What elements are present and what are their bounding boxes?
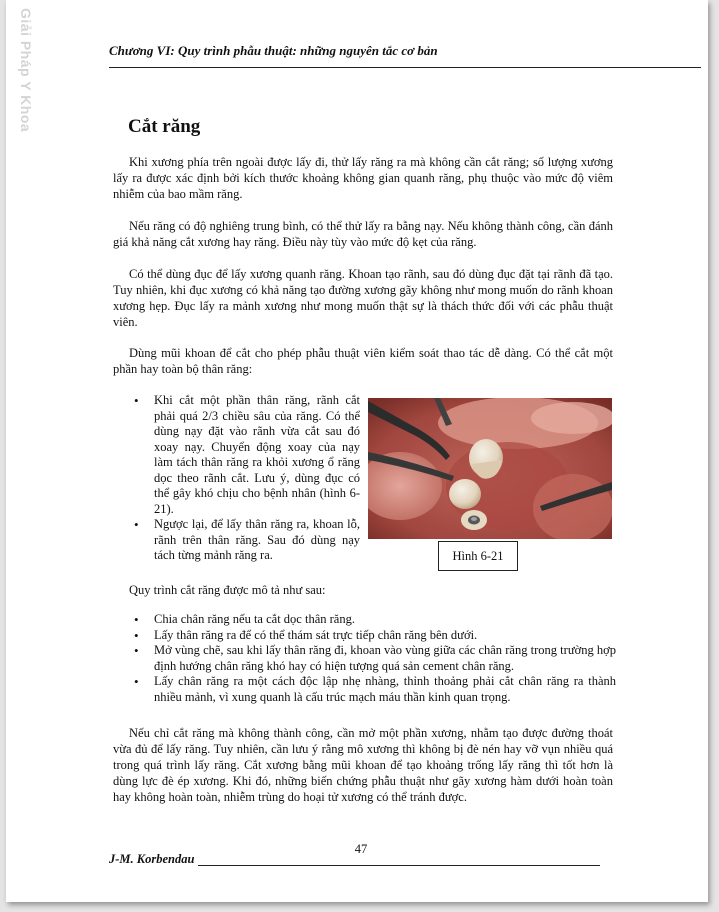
procedure-list	[131, 612, 616, 705]
footer-rule	[198, 865, 600, 866]
paragraph-2: Nếu răng có độ nghiêng trung bình, có thể thử lấy ra bằng nạy. Nếu không thành công, cần đánh giá khả năng cắt xương hay răng. Điều này tùy vào mức độ kẹt của răng.	[113, 219, 613, 249]
closing-paragraph: Nếu chỉ cắt răng mà không thành công, cần mở một phần xương, nhằm tạo được đường thoát vừa đủ để lấy răng. Tuy nhiên, cần lưu ý rằng mô xương thì không bị đè nén hay vỡ vụn nhiều quá trong quá trình lấy răng. Cắt xương bằng mũi khoan để tạo khoảng trống lấy răng thì tốt hơn là dùng lực đè ép xương. Khi đó, những biến chứng phẫu thuật như gãy xương hàm dưới hoàn toàn hay không hoàn toàn, nhiễm trùng do hoại tử xương có thể tránh được.	[113, 726, 613, 804]
list-item: • Mở vùng chẽ, sau khi lấy thân răng đi, khoan vào vùng giữa các chân răng trong trường hợp định hướng chân răng khó hay có hiện tượng quá sản cement chân răng.	[131, 643, 616, 674]
procedure-intro: Quy trình cắt răng được mô tả như sau:	[129, 583, 326, 597]
crown-cutting-list	[131, 393, 360, 564]
paragraph-4: Dùng mũi khoan để cắt cho phép phẫu thuật viên kiểm soát thao tác dễ dàng. Có thể cắt một phần hay toàn bộ thân răng:	[113, 346, 613, 376]
list-item: • Chia chân răng nếu ta cắt dọc thân răng.	[131, 612, 616, 628]
footer-author: J-M. Korbendau	[109, 852, 195, 866]
watermark: Giải Pháp Y Khoa	[18, 8, 34, 133]
list-item: • Lấy thân răng ra để có thể thám sát trực tiếp chân răng bên dưới.	[131, 628, 616, 644]
section-title: Cắt răng	[128, 116, 201, 137]
surgical-photo	[368, 398, 612, 539]
surgical-photo-figure	[368, 398, 612, 539]
header-rule	[109, 67, 701, 68]
figure-caption: Hình 6-21	[438, 541, 518, 571]
paragraph-3: Có thể dùng đục để lấy xương quanh răng. Khoan tạo rãnh, sau đó dùng đục đặt tại rãnh đã tạo. Tuy nhiên, khi đục xương có khả năng tạo đường xương gãy không như mong muốn do rãnh khoan xương hẹp. Đục lấy ra mảnh xương như mong muốn thật sự là thách thức đối với các phẫu thuật viên.	[113, 267, 613, 329]
paragraph-1: Khi xương phía trên ngoài được lấy đi, thử lấy răng ra mà không cần cắt răng; số lượng xương lấy ra được xác định bởi kích thước khoảng không gian quanh răng, phụ thuộc vào mức độ viêm nhiễm của bao mầm răng.	[113, 155, 613, 201]
document-page	[6, 0, 708, 902]
page-number: 47	[354, 842, 368, 856]
list-item: • Khi cắt một phần thân răng, rãnh cắt phải quá 2/3 chiều sâu của răng. Có thể dùng nạy đặt vào rãnh vừa cắt sau đó xoay nạy. Chuyển động xoay của nạy làm tách thân răng ra khỏi xương ổ răng dọc theo rãnh cắt. Lưu ý, dùng đục có thể gây khó chịu cho bệnh nhân (hình 6-21).	[131, 393, 360, 517]
list-item: • Ngược lại, để lấy thân răng ra, khoan lỗ, rãnh trên thân răng. Sau đó dùng nạy tách từng mảnh răng ra.	[131, 517, 360, 564]
list-item: • Lấy chân răng ra một cách độc lập nhẹ nhàng, thỉnh thoảng phải cắt chân răng ra thành nhiều mảnh, vì xung quanh là cấu trúc mạch máu thần kinh quan trọng.	[131, 674, 616, 705]
chapter-header: Chương VI: Quy trình phẫu thuật: những nguyên tắc cơ bản	[109, 43, 438, 58]
